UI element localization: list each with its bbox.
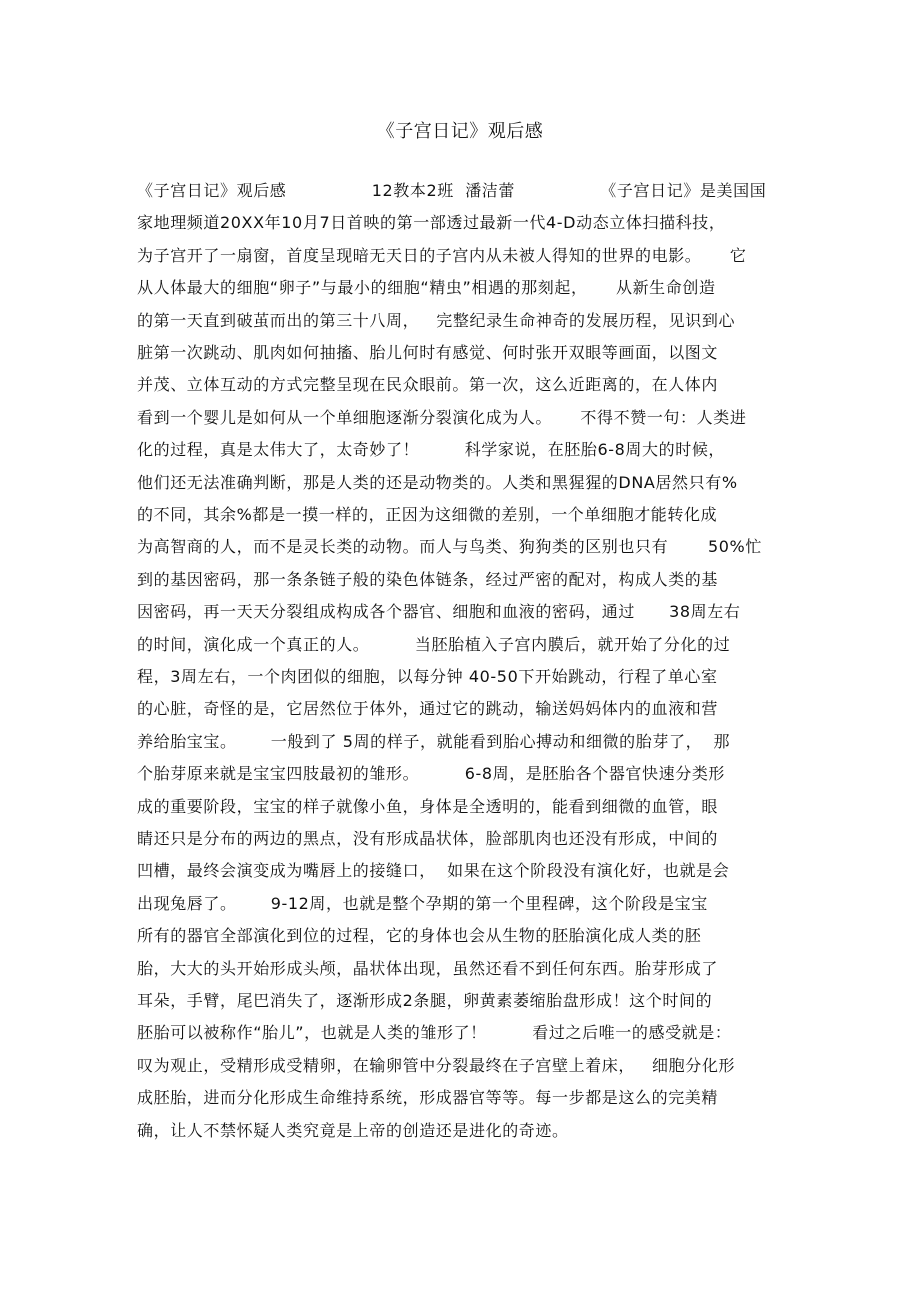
body-line: 个胎芽原来就是宝宝四肢最初的雏形。 6-8周，是胚胎各个器官快速分类形 bbox=[137, 764, 726, 783]
body-line: 胎，大大的头开始形成头颅，晶状体出现，虽然还看不到任何东西。胎芽形成了 bbox=[137, 959, 719, 978]
body-line: 脏第一次跳动、肌肉如何抽搐、胎儿何时有感觉、何时张开双眼等画面，以图文 bbox=[137, 343, 719, 362]
body-line: 因密码，再一天天分裂组成构成各个器官、细胞和血液的密码，通过 38周左右 bbox=[137, 602, 741, 621]
body-line: 出现兔唇了。 9-12周，也就是整个孕期的第一个里程碑，这个阶段是宝宝 bbox=[137, 894, 708, 913]
body-line: 程，3周左右，一个肉团似的细胞，以每分钟 40-50下开始跳动，行程了单心室 bbox=[137, 667, 718, 686]
body-line: 的时间，演化成一个真正的人。 当胚胎植入子宫内膜后，就开始了分化的过 bbox=[137, 635, 731, 654]
body-line: 成的重要阶段，宝宝的样子就像小鱼，身体是全透明的，能看到细微的血管，眼 bbox=[137, 797, 719, 816]
body-line: 叹为观止，受精形成受精卵，在输卵管中分裂最终在子宫壁上着床， 细胞分化形 bbox=[137, 1056, 736, 1075]
body-line: 所有的器官全部演化到位的过程，它的身体也会从生物的胚胎演化成人类的胚 bbox=[137, 926, 702, 945]
body-line: 睛还只是分布的两边的黑点，没有形成晶状体，脸部肌肉也还没有形成，中间的 bbox=[137, 829, 719, 848]
body-line: 的第一天直到破茧而出的第三十八周， 完整纪录生命神奇的发展历程，见识到心 bbox=[137, 311, 736, 330]
body-line: 从人体最大的细胞“卵子”与最小的细胞“精虫”相遇的那刻起， 从新生命创造 bbox=[137, 278, 716, 297]
body-line: 并茂、立体互动的方式完整呈现在民众眼前。第一次，这么近距离的，在人体内 bbox=[137, 375, 719, 394]
body-line: 《子宫日记》观后感 12教本2班 潘洁蕾 《子宫日记》是美国国 bbox=[137, 181, 767, 200]
body-line: 成胚胎，进而分化形成生命维持系统，形成器官等等。每一步都是这么的完美精 bbox=[137, 1088, 719, 1107]
body-line: 凹槽，最终会演变成为嘴唇上的接缝口， 如果在这个阶段没有演化好，也就是会 bbox=[137, 861, 730, 880]
body-line: 确，让人不禁怀疑人类究竟是上帝的创造还是进化的奇迹。 bbox=[137, 1121, 569, 1140]
body-line: 家地理频道20XX年10月7日首映的第一部透过最新一代4-D动态立体扫描科技， bbox=[137, 213, 726, 232]
body-line: 的心脏，奇怪的是，它居然位于体外，通过它的跳动，输送妈妈体内的血液和营 bbox=[137, 699, 719, 718]
body-line: 的不同，其余%都是一摸一样的，正因为这细微的差别，一个单细胞才能转化成 bbox=[137, 505, 718, 524]
body-line: 耳朵，手臂，尾巴消失了，逐渐形成2条腿，卵黄素萎缩胎盘形成！这个时间的 bbox=[137, 991, 713, 1010]
body-line: 为高智商的人，而不是灵长类的动物。而人与鸟类、狗狗类的区别也只有 50%忙 bbox=[137, 537, 762, 556]
body-line: 化的过程，真是太伟大了，太奇妙了！ 科学家说，在胚胎6-8周大的时候， bbox=[137, 440, 726, 459]
body-line: 胚胎可以被称作“胎儿”，也就是人类的雏形了！ 看过之后唯一的感受就是： bbox=[137, 1023, 732, 1042]
body-line: 养给胎宝宝。 一般到了 5周的样子，就能看到胎心搏动和细微的胎芽了， 那 bbox=[137, 732, 731, 751]
body-line: 到的基因密码，那一条条链子般的染色体链条，经过严密的配对，构成人类的基 bbox=[137, 570, 719, 589]
body-line: 他们还无法准确判断，那是人类的还是动物类的。人类和黑猩猩的DNA居然只有% bbox=[137, 473, 738, 492]
document-title: 《子宫日记》观后感 bbox=[376, 121, 544, 142]
body-line: 为子宫开了一扇窗，首度呈现暗无天日的子宫内从未被人得知的世界的电影。 它 bbox=[137, 246, 747, 265]
body-line: 看到一个婴儿是如何从一个单细胞逐渐分裂演化成为人。 不得不赞一句：人类进 bbox=[137, 408, 747, 427]
